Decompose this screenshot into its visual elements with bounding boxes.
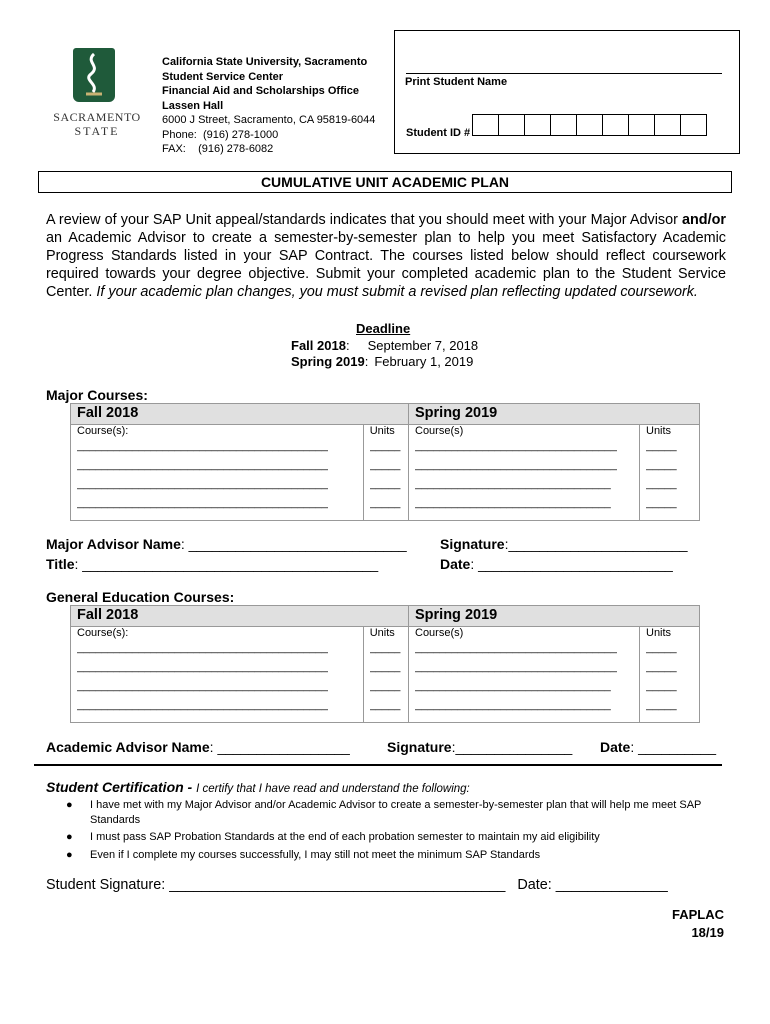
student-name-label: Print Student Name (405, 76, 508, 88)
major-advisor-signature-row[interactable]: Signature:_______________________ (440, 536, 688, 552)
student-id-digit[interactable] (472, 114, 499, 136)
student-date-label: Date: (517, 877, 552, 893)
ge-fall-courses-cell[interactable] (71, 627, 364, 723)
deadline-heading: Deadline (356, 321, 411, 336)
course-column-label: Course(s) (415, 425, 464, 437)
ge-fall-units-cell[interactable] (363, 627, 408, 723)
intro-andor: and/or (682, 212, 726, 228)
ge-fall-header: Fall 2018 (71, 606, 409, 627)
deadline-spring-date: February 1, 2019 (374, 354, 474, 369)
academic-advisor-date-row[interactable]: Date: __________ (600, 739, 716, 755)
units-blank-lines[interactable]: _____ _____ _____ _____ (369, 642, 401, 711)
major-advisor-title-row[interactable]: Title: ______________________________________ (46, 556, 379, 572)
course-blank-lines[interactable]: _________________________________________ _________________________________________ _________________________________________ _________________________________________ (77, 642, 328, 711)
address-line: 6000 J Street, Sacramento, CA 95819-6044 (162, 114, 376, 126)
bullet-icon: ● (66, 831, 73, 843)
course-column-label: Course(s): (77, 425, 129, 437)
address-line: Phone: (916) 278-1000 (162, 128, 279, 141)
student-id-label: Student ID # (406, 127, 471, 139)
units-blank-lines[interactable]: _____ _____ _____ _____ (369, 440, 401, 509)
major-spring-courses-cell[interactable] (409, 425, 640, 521)
form-title: CUMULATIVE UNIT ACADEMIC PLAN (38, 171, 732, 193)
academic-advisor-date-label: Date (600, 739, 631, 755)
logo-wordmark-bottom: STATE (74, 124, 120, 138)
deadline-spring: Spring 2019: February 1, 2019 (291, 354, 474, 369)
student-id-digit[interactable] (628, 114, 655, 136)
student-id-digit[interactable] (524, 114, 551, 136)
deadline-fall-date: September 7, 2018 (367, 338, 479, 353)
address-line: California State University, Sacramento (162, 56, 368, 68)
address-line: Financial Aid and Scholarships Office (162, 85, 360, 97)
course-column-label: Course(s) (415, 627, 464, 639)
ge-spring-units-cell[interactable] (640, 627, 700, 723)
units-column-label: Units (646, 425, 672, 437)
student-id-digit[interactable] (680, 114, 707, 136)
deadline-fall: Fall 2018: September 7, 2018 (291, 338, 479, 353)
ge-spring-courses-cell[interactable] (409, 627, 640, 723)
ge-courses-table (70, 605, 700, 723)
units-blank-lines[interactable]: _____ _____ _____ _____ (646, 440, 677, 509)
academic-advisor-name-row[interactable]: Academic Advisor Name: _________________ (46, 739, 350, 755)
ge-spring-header: Spring 2019 (409, 606, 700, 627)
academic-advisor-signature-row[interactable]: Signature:_______________ (387, 739, 573, 755)
academic-advisor-signature-label: Signature (387, 739, 452, 755)
certification-text: I certify that I have read and understand the following: (196, 783, 470, 795)
student-id-digit[interactable] (654, 114, 681, 136)
hornet-flame-icon (73, 48, 115, 102)
bullet-icon: ● (66, 799, 73, 811)
major-fall-header: Fall 2018 (71, 404, 409, 425)
major-advisor-date-label: Date (440, 556, 471, 572)
major-fall-courses-cell[interactable] (71, 425, 364, 521)
major-advisor-date-row[interactable]: Date: _________________________ (440, 556, 673, 572)
list-item-text: Even if I complete my courses successfully, I may still not meet the minimum SAP Standards (90, 848, 541, 861)
major-spring-header: Spring 2019 (409, 404, 700, 425)
student-id-digit[interactable] (576, 114, 603, 136)
list-item (58, 830, 728, 845)
address-line: Lassen Hall (162, 99, 224, 112)
course-blank-lines[interactable]: _________________________________ _________________________________ ________________________________ ________________________________ (415, 440, 617, 509)
intro-text: an Academic Advisor to create a semester-by-semester plan to help you meet Satisfactory Academic Progress Standards listed in your SAP Contract. The courses listed below should reflect coursework required towards your degree objective. Submit your completed academic plan to the Student Service Center. (46, 230, 726, 300)
student-id-digit[interactable] (550, 114, 577, 136)
form-code-line: 18/19 (691, 925, 724, 940)
student-name-field[interactable] (406, 73, 722, 74)
major-courses-heading: Major Courses: (46, 387, 148, 403)
student-signature-row[interactable]: Student Signature: __________________________________________ Date: ______________ (46, 877, 668, 893)
deadline-spring-label: Spring 2019 (291, 354, 365, 369)
address-line: Student Service Center (162, 70, 284, 83)
student-id-digit[interactable] (602, 114, 629, 136)
intro-italic: If your academic plan changes, you must submit a revised plan reflecting updated coursework. (96, 284, 698, 300)
office-address (162, 55, 375, 157)
logo-wordmark-top: SACRAMENTO (53, 110, 141, 124)
university-logo (73, 48, 115, 102)
section-divider (34, 764, 722, 766)
bullet-icon: ● (66, 848, 73, 861)
major-advisor-title-label: Title (46, 556, 75, 572)
list-item (58, 848, 728, 863)
course-blank-lines[interactable]: _________________________________________ _________________________________________ _________________________________________ _________________________________________ (77, 440, 328, 509)
list-item-text: I have met with my Major Advisor and/or Academic Advisor to create a semester-by-semester plan that will help me meet SAP Standards (90, 799, 702, 826)
student-signature-label: Student Signature: (46, 877, 166, 893)
academic-advisor-name-label: Academic Advisor Name (46, 739, 210, 755)
form-code-line: FAPLAC (672, 907, 724, 922)
list-item-text: I must pass SAP Probation Standards at the end of each probation semester to maintain my aid eligibility (90, 831, 600, 843)
student-certification (46, 779, 470, 795)
major-advisor-signature-label: Signature (440, 536, 505, 552)
major-advisor-name-row[interactable]: Major Advisor Name: ____________________________ (46, 536, 407, 552)
units-column-label: Units (646, 627, 672, 639)
course-blank-lines[interactable]: _________________________________ _________________________________ ________________________________ ________________________________ (415, 642, 617, 711)
student-id-digit[interactable] (498, 114, 525, 136)
major-fall-units-cell[interactable] (363, 425, 408, 521)
intro-paragraph (46, 211, 726, 301)
major-courses-table (70, 403, 700, 521)
deadline-fall-label: Fall 2018 (291, 338, 346, 353)
course-column-label: Course(s): (77, 627, 129, 639)
major-advisor-name-label: Major Advisor Name (46, 536, 181, 552)
units-column-label: Units (369, 627, 395, 639)
form-code (672, 906, 724, 942)
list-item (58, 798, 728, 827)
major-spring-units-cell[interactable] (640, 425, 700, 521)
units-blank-lines[interactable]: _____ _____ _____ _____ (646, 642, 677, 711)
intro-text: A review of your SAP Unit appeal/standards indicates that you should meet with your Major Advisor (46, 212, 683, 228)
address-line: FAX: (916) 278-6082 (162, 143, 274, 155)
units-column-label: Units (369, 425, 395, 437)
ge-courses-heading: General Education Courses: (46, 589, 235, 605)
certification-list (58, 798, 728, 865)
certification-heading: Student Certification - (46, 779, 197, 795)
student-id-field[interactable] (473, 114, 707, 136)
